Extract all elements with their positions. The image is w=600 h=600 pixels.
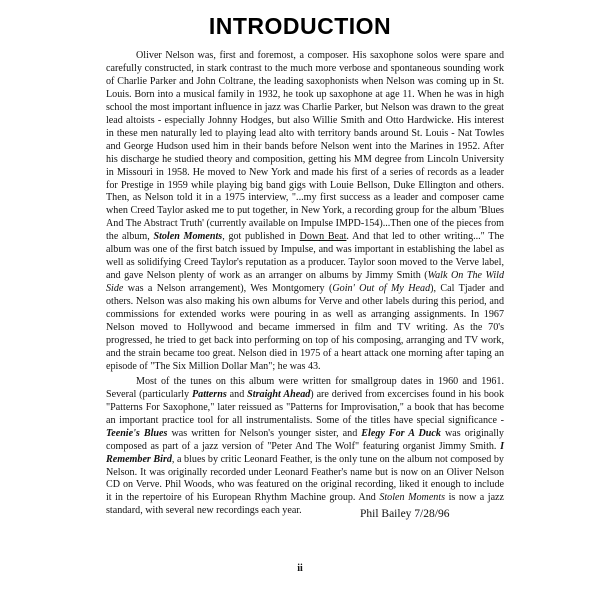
text-run: and bbox=[226, 388, 248, 400]
title-reference: Stolen Moments bbox=[379, 492, 446, 504]
text-run: . And that led to other writing..." The album was one of the first batch issued by Impulse, and was important in establishing the label as well as solidifying Creed Taylor's reputation as a producer. Taylor soon moved to the Verve label, and gave Nelson plenty of work as an arranger on albums by Jimmy Smith ( bbox=[106, 231, 505, 282]
title-reference: Stolen Moments bbox=[153, 231, 223, 243]
text-run: ), Cal Tjader and others. Nelson was also making his own albums for Verve and other labels during this period, and commissions for extended works were pouring in as well as arranging assignments. In 1967 Nelson moved to Hollywood and became immersed in film and TV writing. As the 70's progressed, he tried to get back into performing on top of his composing, arranging and TV work, and the strain became too great. Nelson died in 1975 of a heart attack one morning after taping an episode of "The Six Million Dollar Man"; he was 43. bbox=[106, 283, 505, 372]
paragraph-1 bbox=[106, 50, 504, 374]
text-run: is now a jazz standard, with several new recordings each year. bbox=[106, 492, 505, 517]
text-run: was originally composed as part of a jazz version of "Peter And The Wolf" featuring organist Jimmy Smith. bbox=[106, 427, 504, 452]
title-reference: Goin' Out of My Head bbox=[332, 283, 431, 295]
text-run: was a Nelson arrangement), Wes Montgomery ( bbox=[123, 283, 333, 295]
text-run: was written for Nelson's younger sister, and bbox=[167, 427, 362, 439]
title-reference: Elegy For A Duck bbox=[361, 427, 441, 439]
text-run: ) are derived from excercises found in his book "Patterns For Saxophone," later reissued as "Patterns for Improvisation," a book that has become an important practice tool for all instrumentalists. Some of the titles have special significance - bbox=[106, 388, 505, 426]
publication-reference: Down Beat bbox=[299, 231, 347, 243]
author-signature: Phil Bailey 7/28/96 bbox=[360, 508, 450, 520]
paragraph-2 bbox=[106, 376, 504, 518]
page-number: ii bbox=[297, 563, 303, 574]
text-run: Most of the tunes on this album were written for smallgroup dates in 1960 and 1961. Several (particularly bbox=[106, 375, 504, 400]
title-reference: Patterns bbox=[191, 388, 227, 400]
title-reference: I Remember Bird bbox=[106, 440, 504, 465]
text-run: , got published in bbox=[222, 231, 300, 243]
title-reference: Teenie's Blues bbox=[106, 427, 168, 439]
text-run: , a blues by critic Leonard Feather, is the only tune on the album not composed by Nelson. It was originally recorded under Leonard Feather's name but is now on an Oliver Nelson CD on Verve. Phil Woods, who was featured on the original recording, liked it enough to include it in the repertoire of his European Rhythm Machine group. And bbox=[106, 453, 504, 504]
title-reference: Walk On The Wild Side bbox=[106, 270, 504, 295]
text-run: Oliver Nelson was, first and foremost, a composer. His saxophone solos were spare and carefully constructed, in stark contrast to the much more verbose and spontaneous sounding work of Charlie Parker and John Coltrane, the leading saxophonists when Nelson was coming up in St. Louis. Born into a musical family in 1932, he took up saxophone at age 11. When he was in high school the most important influence in jazz was Charlie Parker, but Nelson was drawn to the great lead altoists - especially Johnny Hodges, but also Willie Smith and Otto Hardwicke. His interest in these men naturally led to playing lead alto with territory bands around St. Louis - Nat Towles and George Hudson used him in their bands before Nelson went into the Marines in 1952. After his discharge he studied theory and composition, getting his MM degree from Lincoln University in Missouri in 1958. He moved to New York and made his first of a series of records as a leader for Prestige in 1959 while playing big band gigs with Louie Bellson, Duke Ellington and others. Then, as Nelson told it in a 1975 interview, "...my first success as a leader and composer came when Creed Taylor asked me to put together, in New York, a recording group for the album 'Blues And The Abstract Truth' (currently available on Impulse IMPD-154)...Then one of the pieces from the album, bbox=[106, 50, 504, 243]
page-title: INTRODUCTION bbox=[208, 13, 392, 39]
title-reference: Straight Ahead bbox=[247, 388, 311, 400]
body-text bbox=[106, 50, 504, 518]
